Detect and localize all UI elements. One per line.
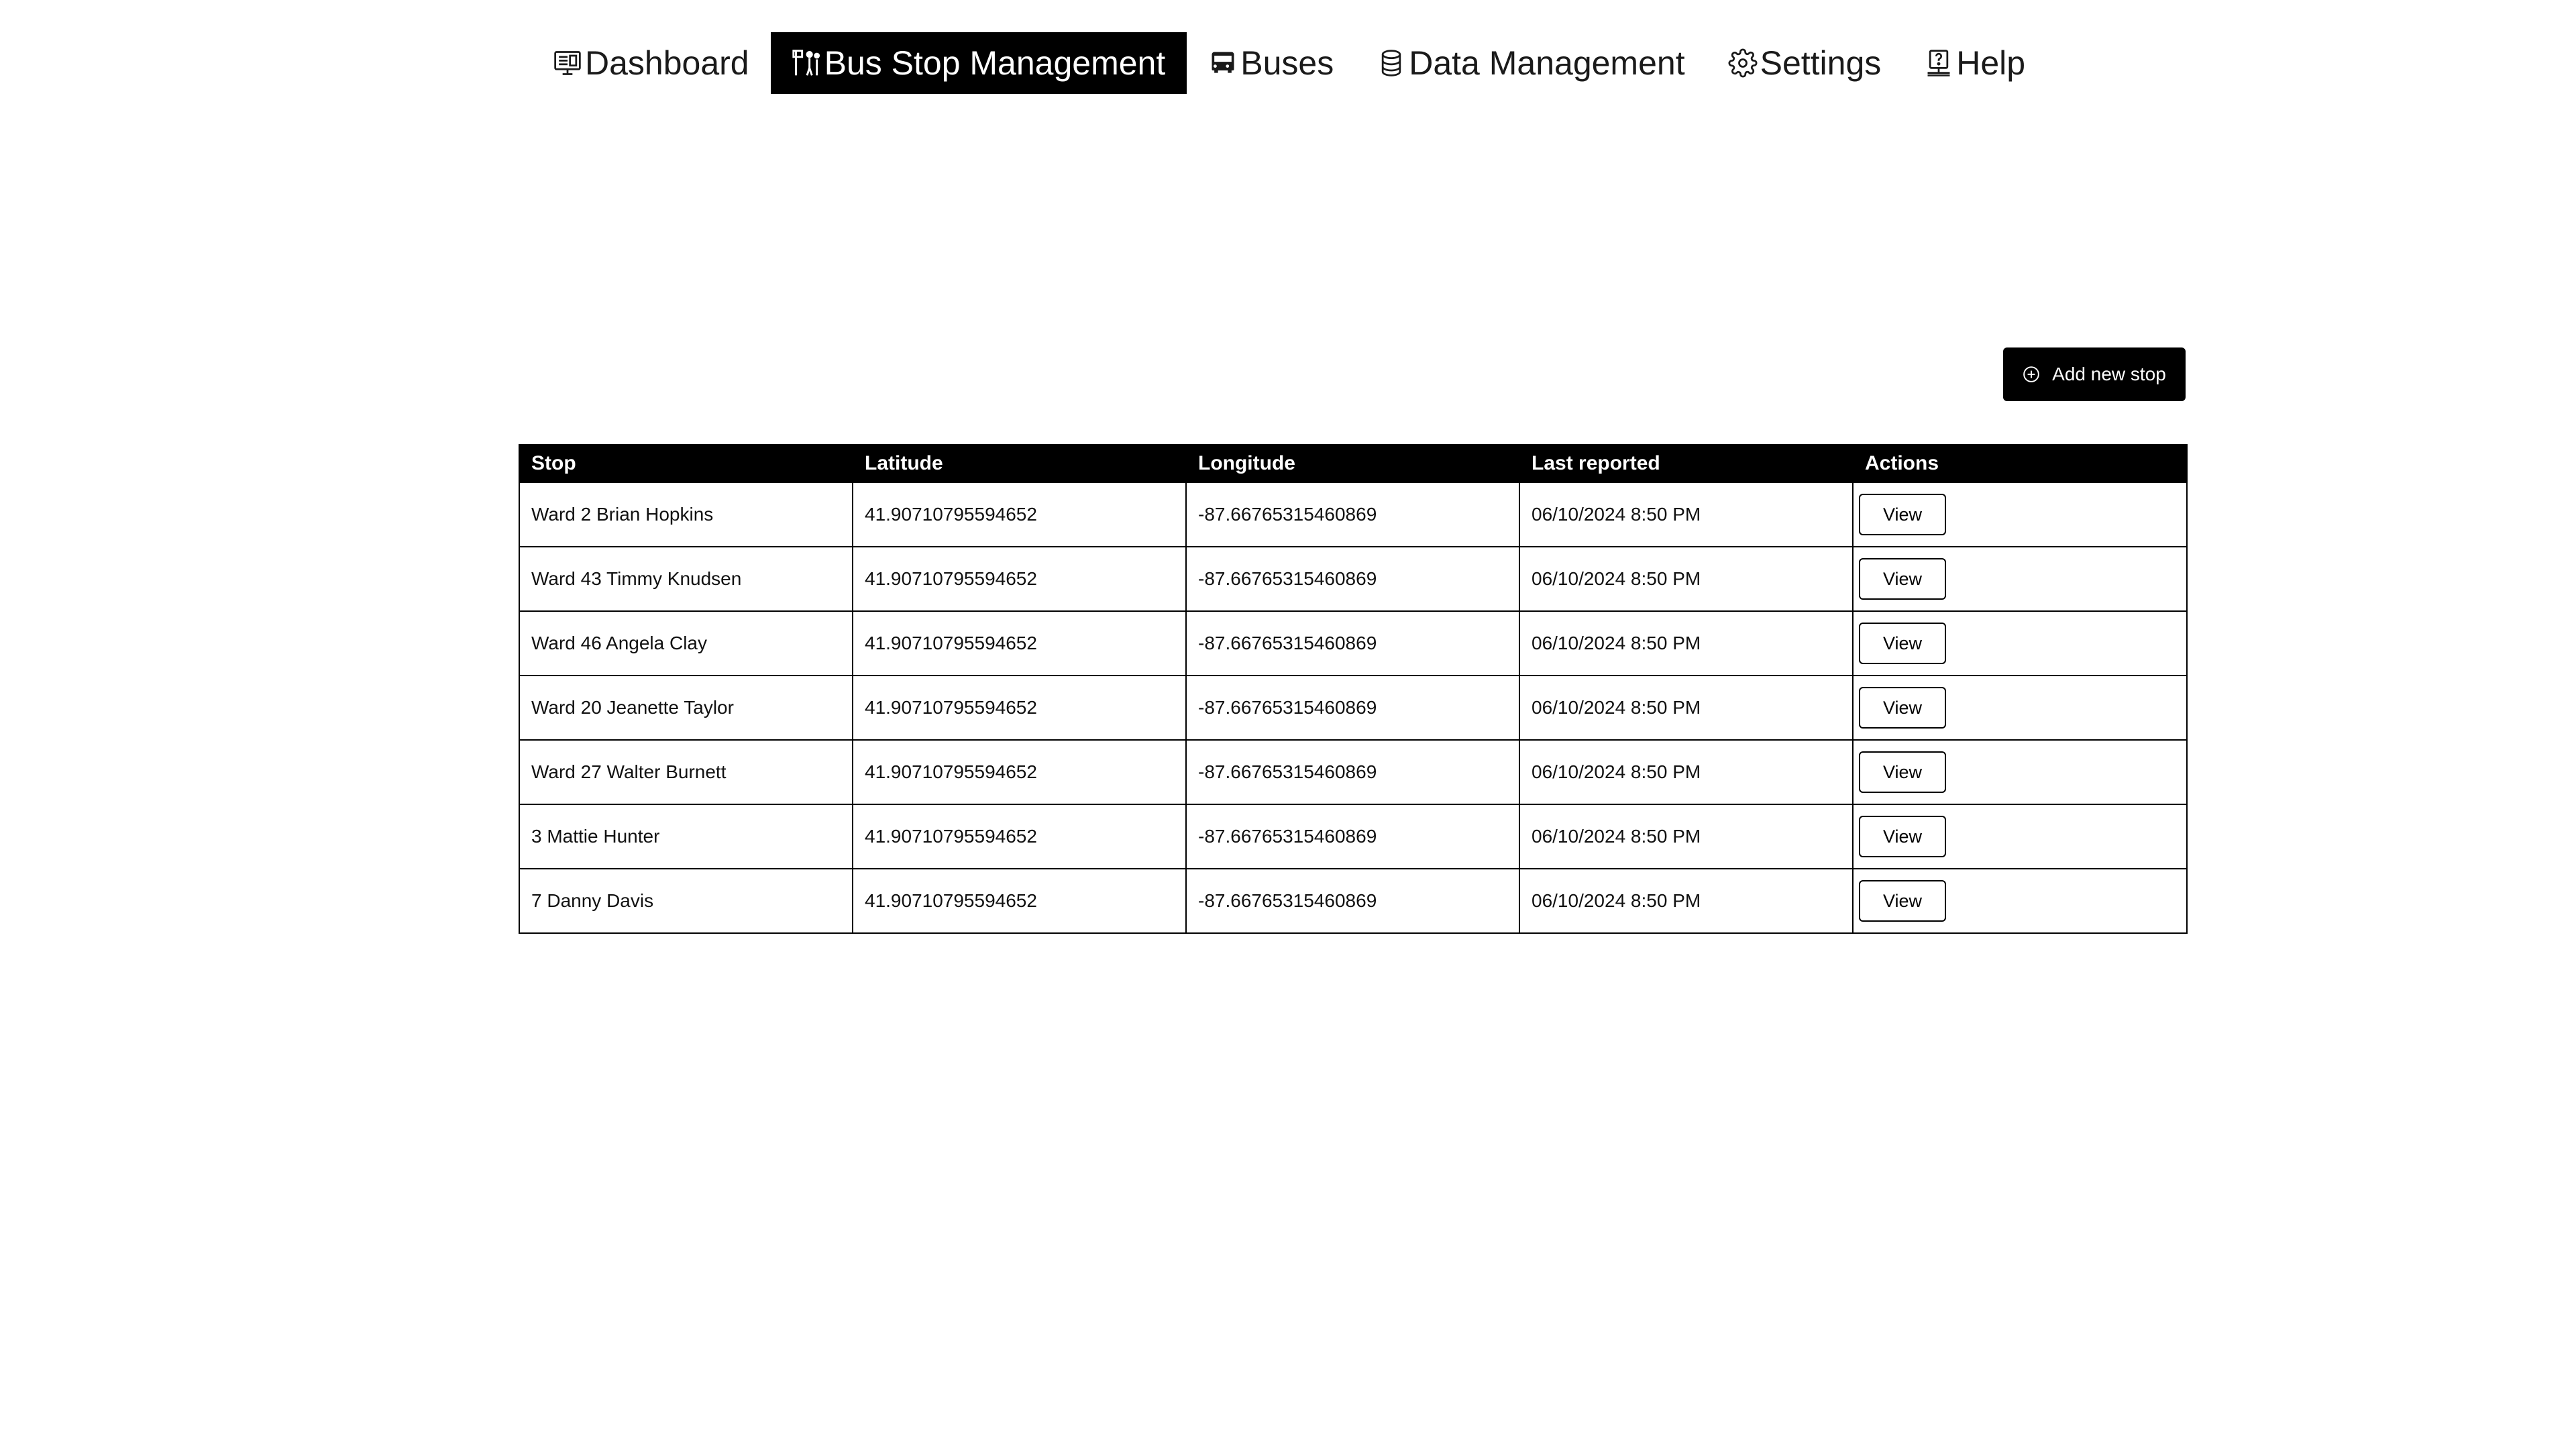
last-reported-cell: 06/10/2024 8:50 PM — [1519, 611, 1853, 676]
last-reported-cell: 06/10/2024 8:50 PM — [1519, 804, 1853, 869]
column-header-latitude: Latitude — [853, 445, 1186, 482]
monitor-icon — [553, 48, 582, 78]
nav-item-label: Data Management — [1409, 44, 1685, 82]
longitude-cell: -87.66765315460869 — [1186, 740, 1519, 804]
view-button[interactable]: View — [1859, 623, 1946, 664]
gear-icon — [1728, 48, 1758, 78]
last-reported-cell: 06/10/2024 8:50 PM — [1519, 676, 1853, 740]
nav-item-bus-stop-management[interactable] — [771, 32, 1187, 94]
nav-item-label: Buses — [1240, 44, 1334, 82]
view-button[interactable]: View — [1859, 687, 1946, 729]
nav-item-label: Dashboard — [585, 44, 749, 82]
longitude-cell: -87.66765315460869 — [1186, 869, 1519, 933]
bus-stops-table — [519, 444, 2188, 934]
longitude-cell: -87.66765315460869 — [1186, 676, 1519, 740]
longitude-cell: -87.66765315460869 — [1186, 482, 1519, 547]
actions-cell — [1853, 611, 2187, 676]
actions-cell — [1853, 869, 2187, 933]
add-new-stop-label: Add new stop — [2052, 364, 2166, 384]
last-reported-cell: 06/10/2024 8:50 PM — [1519, 547, 1853, 611]
nav-item-dashboard[interactable] — [531, 32, 771, 94]
table-row — [519, 676, 2187, 740]
actions-cell — [1853, 676, 2187, 740]
bus-stop-icon — [792, 48, 822, 78]
nav-item-label: Settings — [1760, 44, 1882, 82]
stop-name-cell: 3 Mattie Hunter — [519, 804, 853, 869]
stop-name-cell: Ward 46 Angela Clay — [519, 611, 853, 676]
nav-item-help[interactable] — [1902, 32, 2047, 94]
latitude-cell: 41.90710795594652 — [853, 611, 1186, 676]
top-nav — [531, 32, 2047, 94]
table-row — [519, 740, 2187, 804]
longitude-cell: -87.66765315460869 — [1186, 611, 1519, 676]
add-new-stop-button[interactable] — [2003, 347, 2186, 401]
help-icon — [1924, 48, 1953, 78]
table-body — [519, 482, 2187, 933]
nav-item-buses[interactable] — [1187, 32, 1355, 94]
view-button[interactable]: View — [1859, 880, 1946, 922]
column-header-longitude: Longitude — [1186, 445, 1519, 482]
last-reported-cell: 06/10/2024 8:50 PM — [1519, 740, 1853, 804]
table-row — [519, 547, 2187, 611]
actions-cell — [1853, 804, 2187, 869]
actions-cell — [1853, 482, 2187, 547]
stop-name-cell: Ward 20 Jeanette Taylor — [519, 676, 853, 740]
latitude-cell: 41.90710795594652 — [853, 547, 1186, 611]
longitude-cell: -87.66765315460869 — [1186, 547, 1519, 611]
table-header — [519, 445, 2187, 482]
longitude-cell: -87.66765315460869 — [1186, 804, 1519, 869]
nav-item-label: Bus Stop Management — [824, 44, 1166, 82]
nav-item-label: Help — [1956, 44, 2026, 82]
actions-cell — [1853, 547, 2187, 611]
stop-name-cell: 7 Danny Davis — [519, 869, 853, 933]
latitude-cell: 41.90710795594652 — [853, 869, 1186, 933]
column-header-stop: Stop — [519, 445, 853, 482]
latitude-cell: 41.90710795594652 — [853, 482, 1186, 547]
table-row — [519, 804, 2187, 869]
bus-icon — [1208, 48, 1238, 78]
column-header-last-reported: Last reported — [1519, 445, 1853, 482]
nav-item-settings[interactable] — [1707, 32, 1903, 94]
table-row — [519, 869, 2187, 933]
latitude-cell: 41.90710795594652 — [853, 676, 1186, 740]
nav-item-data-management[interactable] — [1355, 32, 1706, 94]
view-button[interactable]: View — [1859, 751, 1946, 793]
database-icon — [1377, 48, 1406, 78]
table-row — [519, 482, 2187, 547]
plus-circle-icon — [2023, 366, 2040, 383]
latitude-cell: 41.90710795594652 — [853, 804, 1186, 869]
stop-name-cell: Ward 2 Brian Hopkins — [519, 482, 853, 547]
stop-name-cell: Ward 43 Timmy Knudsen — [519, 547, 853, 611]
actions-cell — [1853, 740, 2187, 804]
stop-name-cell: Ward 27 Walter Burnett — [519, 740, 853, 804]
view-button[interactable]: View — [1859, 558, 1946, 600]
last-reported-cell: 06/10/2024 8:50 PM — [1519, 482, 1853, 547]
last-reported-cell: 06/10/2024 8:50 PM — [1519, 869, 1853, 933]
view-button[interactable]: View — [1859, 494, 1946, 535]
table-header-row — [519, 445, 2187, 482]
latitude-cell: 41.90710795594652 — [853, 740, 1186, 804]
view-button[interactable]: View — [1859, 816, 1946, 857]
column-header-actions: Actions — [1853, 445, 2187, 482]
table-row — [519, 611, 2187, 676]
